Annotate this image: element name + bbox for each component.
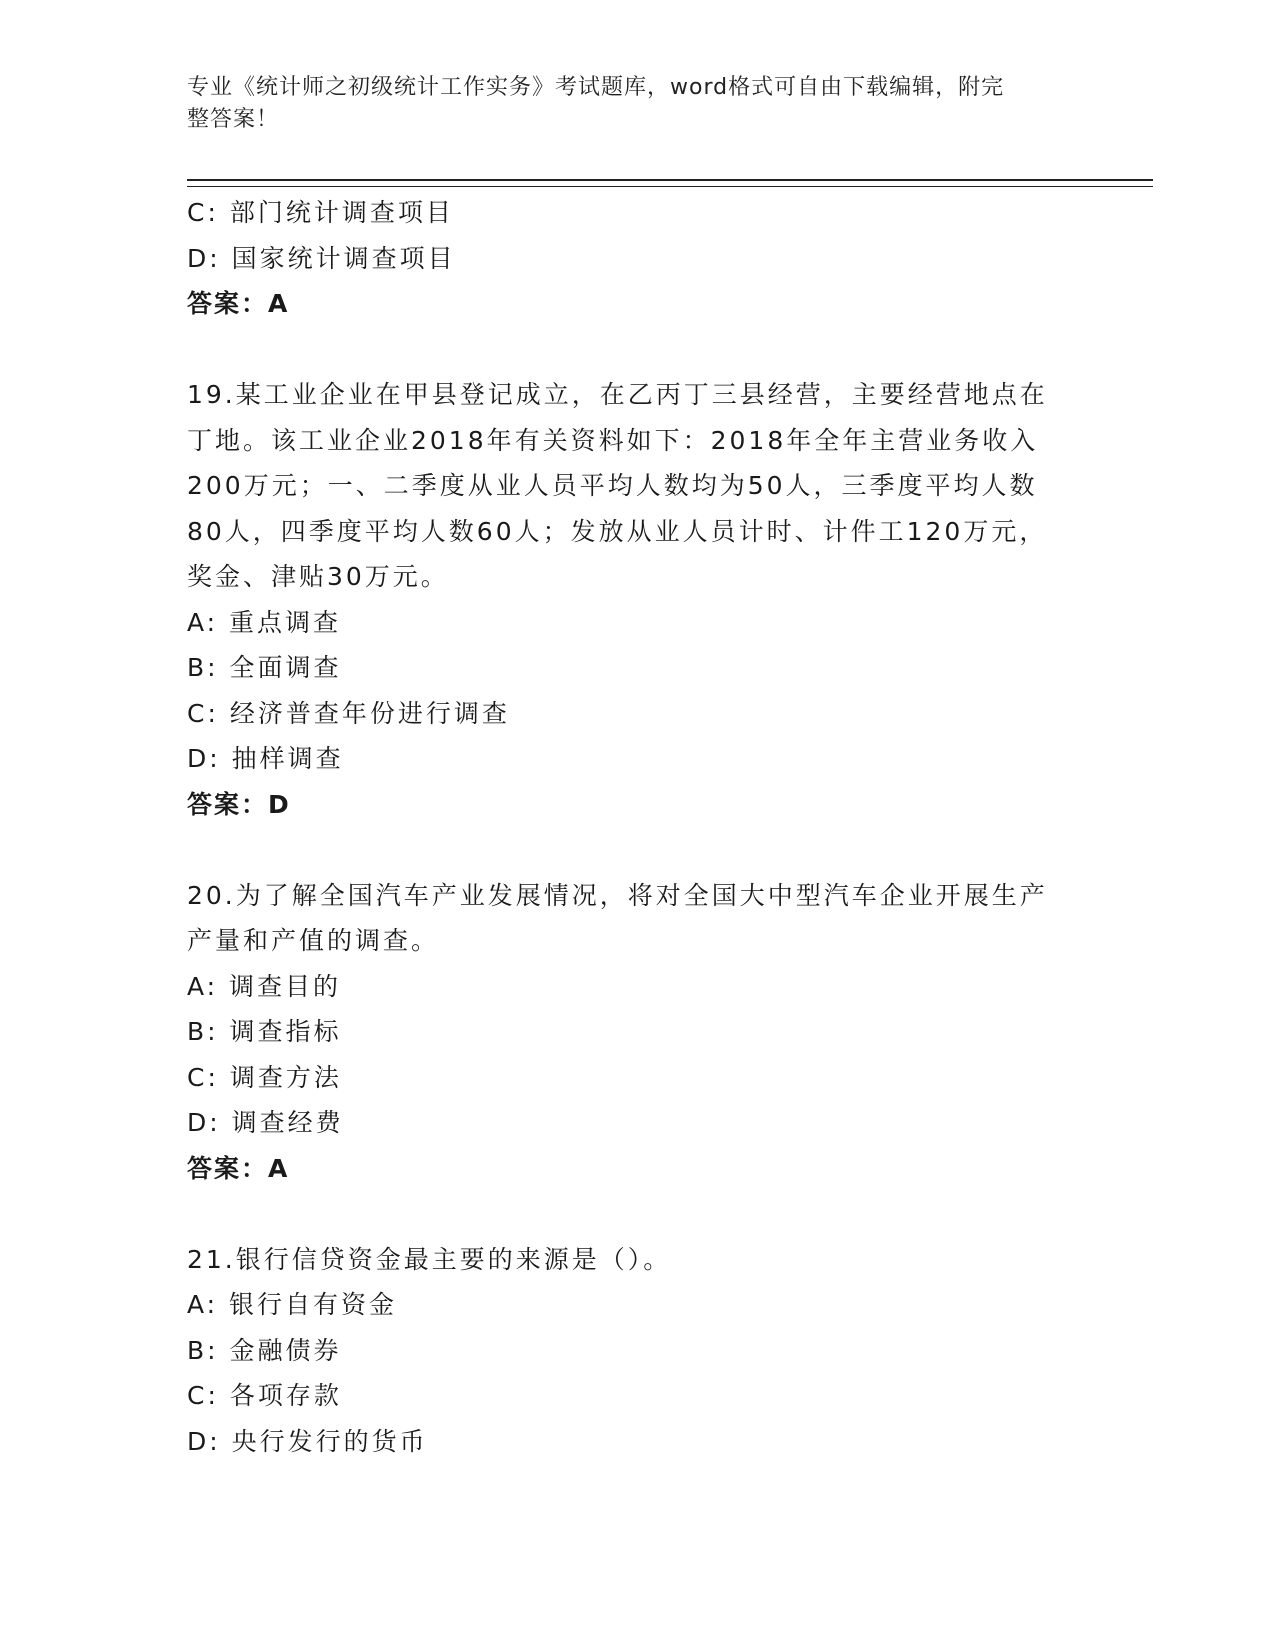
option-b: B: 全面调查 xyxy=(187,653,342,682)
option-d: D: 国家统计调查项目 xyxy=(187,243,456,273)
answer: 答案：A xyxy=(187,289,290,318)
answer: 答案：A xyxy=(187,1153,290,1183)
header-line-1: 专业《统计师之初级统计工作实务》考试题库，word格式可自由下载编辑，附完 xyxy=(187,75,1005,100)
question-stem-line: 80人，四季度平均人数60人；发放从业人员计时、计件工120万元， xyxy=(187,516,1048,546)
question-20 xyxy=(187,873,1087,1192)
question-21 xyxy=(187,1237,1087,1465)
option-c: C: 经济普查年份进行调查 xyxy=(187,698,510,728)
header-divider xyxy=(187,179,1153,187)
option-a: A: 调查目的 xyxy=(187,971,342,1001)
document-header xyxy=(187,72,1067,136)
option-c: C: 调查方法 xyxy=(187,1062,342,1092)
question-stem-line: 200万元；一、二季度从业人员平均人数均为50人，三季度平均人数 xyxy=(187,471,1038,500)
option-a: A: 银行自有资金 xyxy=(187,1290,398,1319)
option-c: C: 部门统计调查项目 xyxy=(187,198,454,227)
question-stem-line: 20.为了解全国汽车产业发展情况，将对全国大中型汽车企业开展生产 xyxy=(187,880,1048,910)
option-c: C: 各项存款 xyxy=(187,1381,342,1410)
header-line-2: 整答案！ xyxy=(187,107,280,132)
question-stem-line: 21.银行信贷资金最主要的来源是（）。 xyxy=(187,1244,672,1274)
question-stem-line: 19.某工业企业在甲县登记成立，在乙丙丁三县经营，主要经营地点在 xyxy=(187,380,1048,409)
question-18-tail xyxy=(187,190,1087,327)
question-19 xyxy=(187,372,1087,827)
question-stem-line: 产量和产值的调查。 xyxy=(187,926,440,955)
question-content xyxy=(187,190,1087,1464)
question-stem-line: 奖金、津贴30万元。 xyxy=(187,562,449,591)
option-b: B: 调查指标 xyxy=(187,1017,342,1046)
option-a: A: 重点调查 xyxy=(187,607,342,637)
spacer xyxy=(187,827,1087,873)
question-stem-line: 丁地。该工业企业2018年有关资料如下：2018年全年主营业务收入 xyxy=(187,425,1039,455)
option-d: D: 抽样调查 xyxy=(187,744,344,773)
option-b: B: 金融债券 xyxy=(187,1335,342,1365)
answer: 答案：D xyxy=(187,789,291,819)
spacer xyxy=(187,1191,1087,1237)
option-d: D: 央行发行的货币 xyxy=(187,1426,428,1456)
option-d: D: 调查经费 xyxy=(187,1108,344,1137)
spacer xyxy=(187,327,1087,373)
